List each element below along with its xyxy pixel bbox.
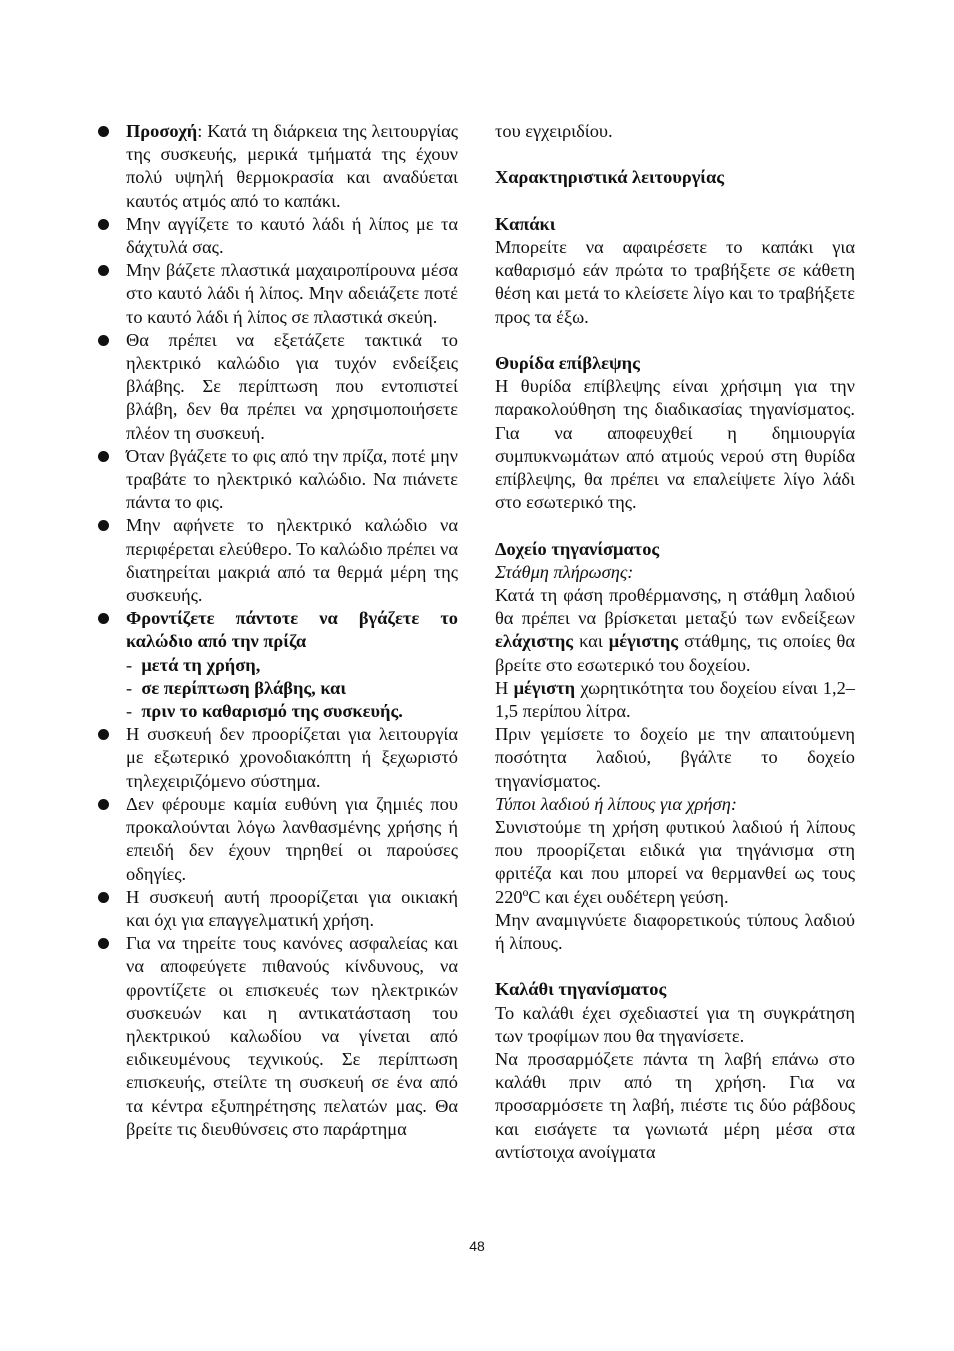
bullet-dot-icon — [98, 451, 109, 462]
bullet-repairs — [98, 932, 458, 1141]
text-bold-max: μέγιστης — [608, 631, 679, 652]
left-column — [98, 120, 458, 1141]
bullet-dot-icon — [98, 613, 109, 624]
dash-text: πριν το καθαρισμό της συσκευής. — [141, 701, 403, 722]
heading-container: Δοχείο τηγανίσματος — [495, 538, 660, 559]
mix-text: Μην αναμιγνύετε διαφορετικούς τύπους λαδιού ή λίπους. — [495, 909, 855, 954]
fill-text: Πριν γεμίσετε το δοχείο με την απαιτούμενη ποσότητα λαδιού, βγάλτε το δοχείο τηγανίσματος. — [495, 724, 855, 791]
subheading-oil-types: Τύποι λαδιού ή λίπους για χρήση: — [495, 793, 737, 814]
bullet-timer — [98, 723, 458, 793]
bullet-dot-icon — [98, 729, 109, 740]
basket-text-2: Να προσαρμόζετε πάντα τη λαβή επάνω στο καλάθι πριν από τη χρήση. Για να προσαρμόσετε τη λαβή, πιέστε τις δύο ράβδους και εισάγετε τα γωνιωτά μέρη μέσα στα αντίστοιχα ανοίγματα — [495, 1049, 855, 1162]
bullet-text: Φροντίζετε πάντοτε να βγάζετε το καλώδιο από την πρίζα — [126, 608, 458, 652]
oil-text: Συνιστούμε τη χρήση φυτικού λαδιού ή λίπους που προορίζεται ειδικά για τηγάνισμα στη φριτέζα και που μπορεί να θερμανθεί ως τους 220ºC και έχει ουδέτερη γεύση. — [495, 817, 855, 907]
dash-item-cleaning: - πριν το καθαρισμό της συσκευής. — [126, 701, 403, 722]
basket-text-1: Το καλάθι έχει σχεδιαστεί για τη συγκράτηση των τροφίμων που θα τηγανίσετε. — [495, 1002, 855, 1046]
bullet-dot-icon — [98, 335, 109, 346]
text-run: χωρητικότητα του δοχείου είναι 1,2–1,5 περίπου λίτρα. — [495, 677, 855, 722]
window-text: Η θυρίδα επίβλεψης είναι χρήσιμη για την παρακολούθηση της διαδικασίας τηγανίσματος. Για να αποφευχθεί η δημιουργία συμπυκνωμάτων από ατμούς νερού στη θυρίδα επίβλεψης, θα πρέπει να επαλείψετε λίγο λάδι στο εσωτερικό της. — [495, 376, 855, 513]
dash-item-fault: - σε περίπτωση βλάβης, και — [126, 677, 347, 698]
bullet-text: Μην βάζετε πλαστικά μαχαιροπίρουνα μέσα στο καυτό λάδι ή λίπος. Μην αδειάζετε ποτέ το καυτό λάδι ή λίπος σε πλαστικά σκεύη. — [126, 260, 458, 327]
bullet-dot-icon — [98, 265, 109, 276]
bullet-plastic — [98, 259, 458, 329]
lid-text: Μπορείτε να αφαιρέσετε το καπάκι για καθαρισμό εάν πρώτα το τραβήξετε σε κάθετη θέση και μετά το κλείσετε λίγο και το τραβήξετε προς τα έξω. — [495, 236, 855, 327]
subheading-fill-level: Στάθμη πλήρωσης: — [495, 561, 634, 582]
bullet-text: Η συσκευή δεν προορίζεται για λειτουργία με εξωτερικό χρονοδιακόπτη ή ξεχωριστό τηλεχειριζόμενο σύστημα. — [126, 724, 458, 791]
bullet-caution — [98, 120, 458, 213]
caution-text: : Κατά τη διάρκεια της λειτουργίας της συσκευής, μερικά τμήματά της έχουν πολύ υψηλή θερμοκρασία και αναδύεται καυτός ατμός από το καπάκι. — [126, 121, 458, 211]
bullet-dot-icon — [98, 938, 109, 949]
bullet-cable-loose — [98, 514, 458, 607]
caution-label: Προσοχή — [126, 121, 198, 141]
bullet-text: Δεν φέρουμε καμία ευθύνη για ζημιές που προκαλούνται λόγω λανθασμένης χρήσης ή επειδή δεν έχουν τηρηθεί οι παρούσες οδηγίες. — [126, 793, 458, 884]
text-run: και — [573, 631, 609, 652]
bullet-unplug — [98, 445, 458, 515]
bullet-liability — [98, 793, 458, 886]
bullet-text: Για να τηρείτε τους κανόνες ασφαλείας και να αποφεύγετε πιθανούς κίνδυνους, να φροντίζετε οι επισκευές των ηλεκτρικών συσκευών και η αντικατάσταση του ηλεκτρικού καλωδίου να γίνεται από ειδικευμένους τεχνικούς. Σε περίπτωση επισκευής, στείλτε τη συσκευή σε ένα από τα κέντρα εξυπηρέτησης πελατών μας. Θα βρείτε τις διευθύνσεις στο παράρτημα — [126, 933, 458, 1139]
text-bold-max: μέγιστη — [513, 677, 576, 698]
bullet-cable-check — [98, 329, 458, 445]
bullet-text: Μην αγγίζετε το καυτό λάδι ή λίπος με τα δάχτυλά σας. — [126, 213, 458, 258]
heading-window: Θυρίδα επίβλεψης — [495, 352, 640, 373]
bullet-text: Η συσκευή αυτή προορίζεται για οικιακή και όχι για επαγγελματική χρήση. — [126, 886, 458, 930]
bullet-household — [98, 886, 458, 932]
bullet-hot-oil — [98, 213, 458, 259]
dash-item-after-use: - μετά τη χρήση, — [126, 654, 261, 675]
bullet-text: Όταν βγάζετε το φις από την πρίζα, ποτέ μην τραβάτε το ηλεκτρικό καλώδιο. Να πιάνετε πάντα το φις. — [126, 445, 458, 513]
dash-text: σε περίπτωση βλάβης, και — [141, 677, 347, 698]
bullet-always-unplug — [98, 607, 458, 653]
bullet-dot-icon — [98, 520, 109, 531]
capacity-text — [495, 677, 855, 723]
bullet-text: Μην αφήνετε το ηλεκτρικό καλώδιο να περιφέρεται ελεύθερο. Το καλώδιο πρέπει να διατηρείται μακριά από τα θερμά μέρη της συσκευής. — [126, 515, 458, 606]
fill-level-text — [495, 584, 855, 677]
page-number: 48 — [469, 1238, 485, 1254]
text-run: Κατά τη φάση προθέρμανσης, η στάθμη λαδιού θα πρέπει να βρίσκεται μεταξύ των ενδείξεων — [495, 585, 855, 629]
bullet-dot-icon — [98, 126, 109, 137]
heading-basket: Καλάθι τηγανίσματος — [495, 979, 667, 1000]
heading-lid: Καπάκι — [495, 213, 556, 234]
heading-features: Χαρακτηριστικά λειτουργίας — [495, 167, 725, 188]
text-run: στάθμης, τις οποίες θα βρείτε στο εσωτερικό του δοχείου. — [495, 631, 855, 675]
bullet-dot-icon — [98, 799, 109, 810]
right-column — [495, 120, 855, 1164]
bullet-dot-icon — [98, 219, 109, 230]
text-bold-min: ελάχιστης — [495, 631, 574, 652]
bullet-text: Θα πρέπει να εξετάζετε τακτικά το ηλεκτρικό καλώδιο για τυχόν ενδείξεις βλάβης. Σε περίπτωση που εντοπιστεί βλάβη, δεν θα πρέπει να χρησιμοποιήσετε πλέον τη συσκευή. — [126, 329, 458, 443]
bullet-dot-icon — [98, 892, 109, 903]
text-run: Η — [495, 677, 514, 698]
continuation-text: του εγχειριδίου. — [495, 121, 613, 141]
dash-text: μετά τη χρήση, — [141, 654, 261, 675]
